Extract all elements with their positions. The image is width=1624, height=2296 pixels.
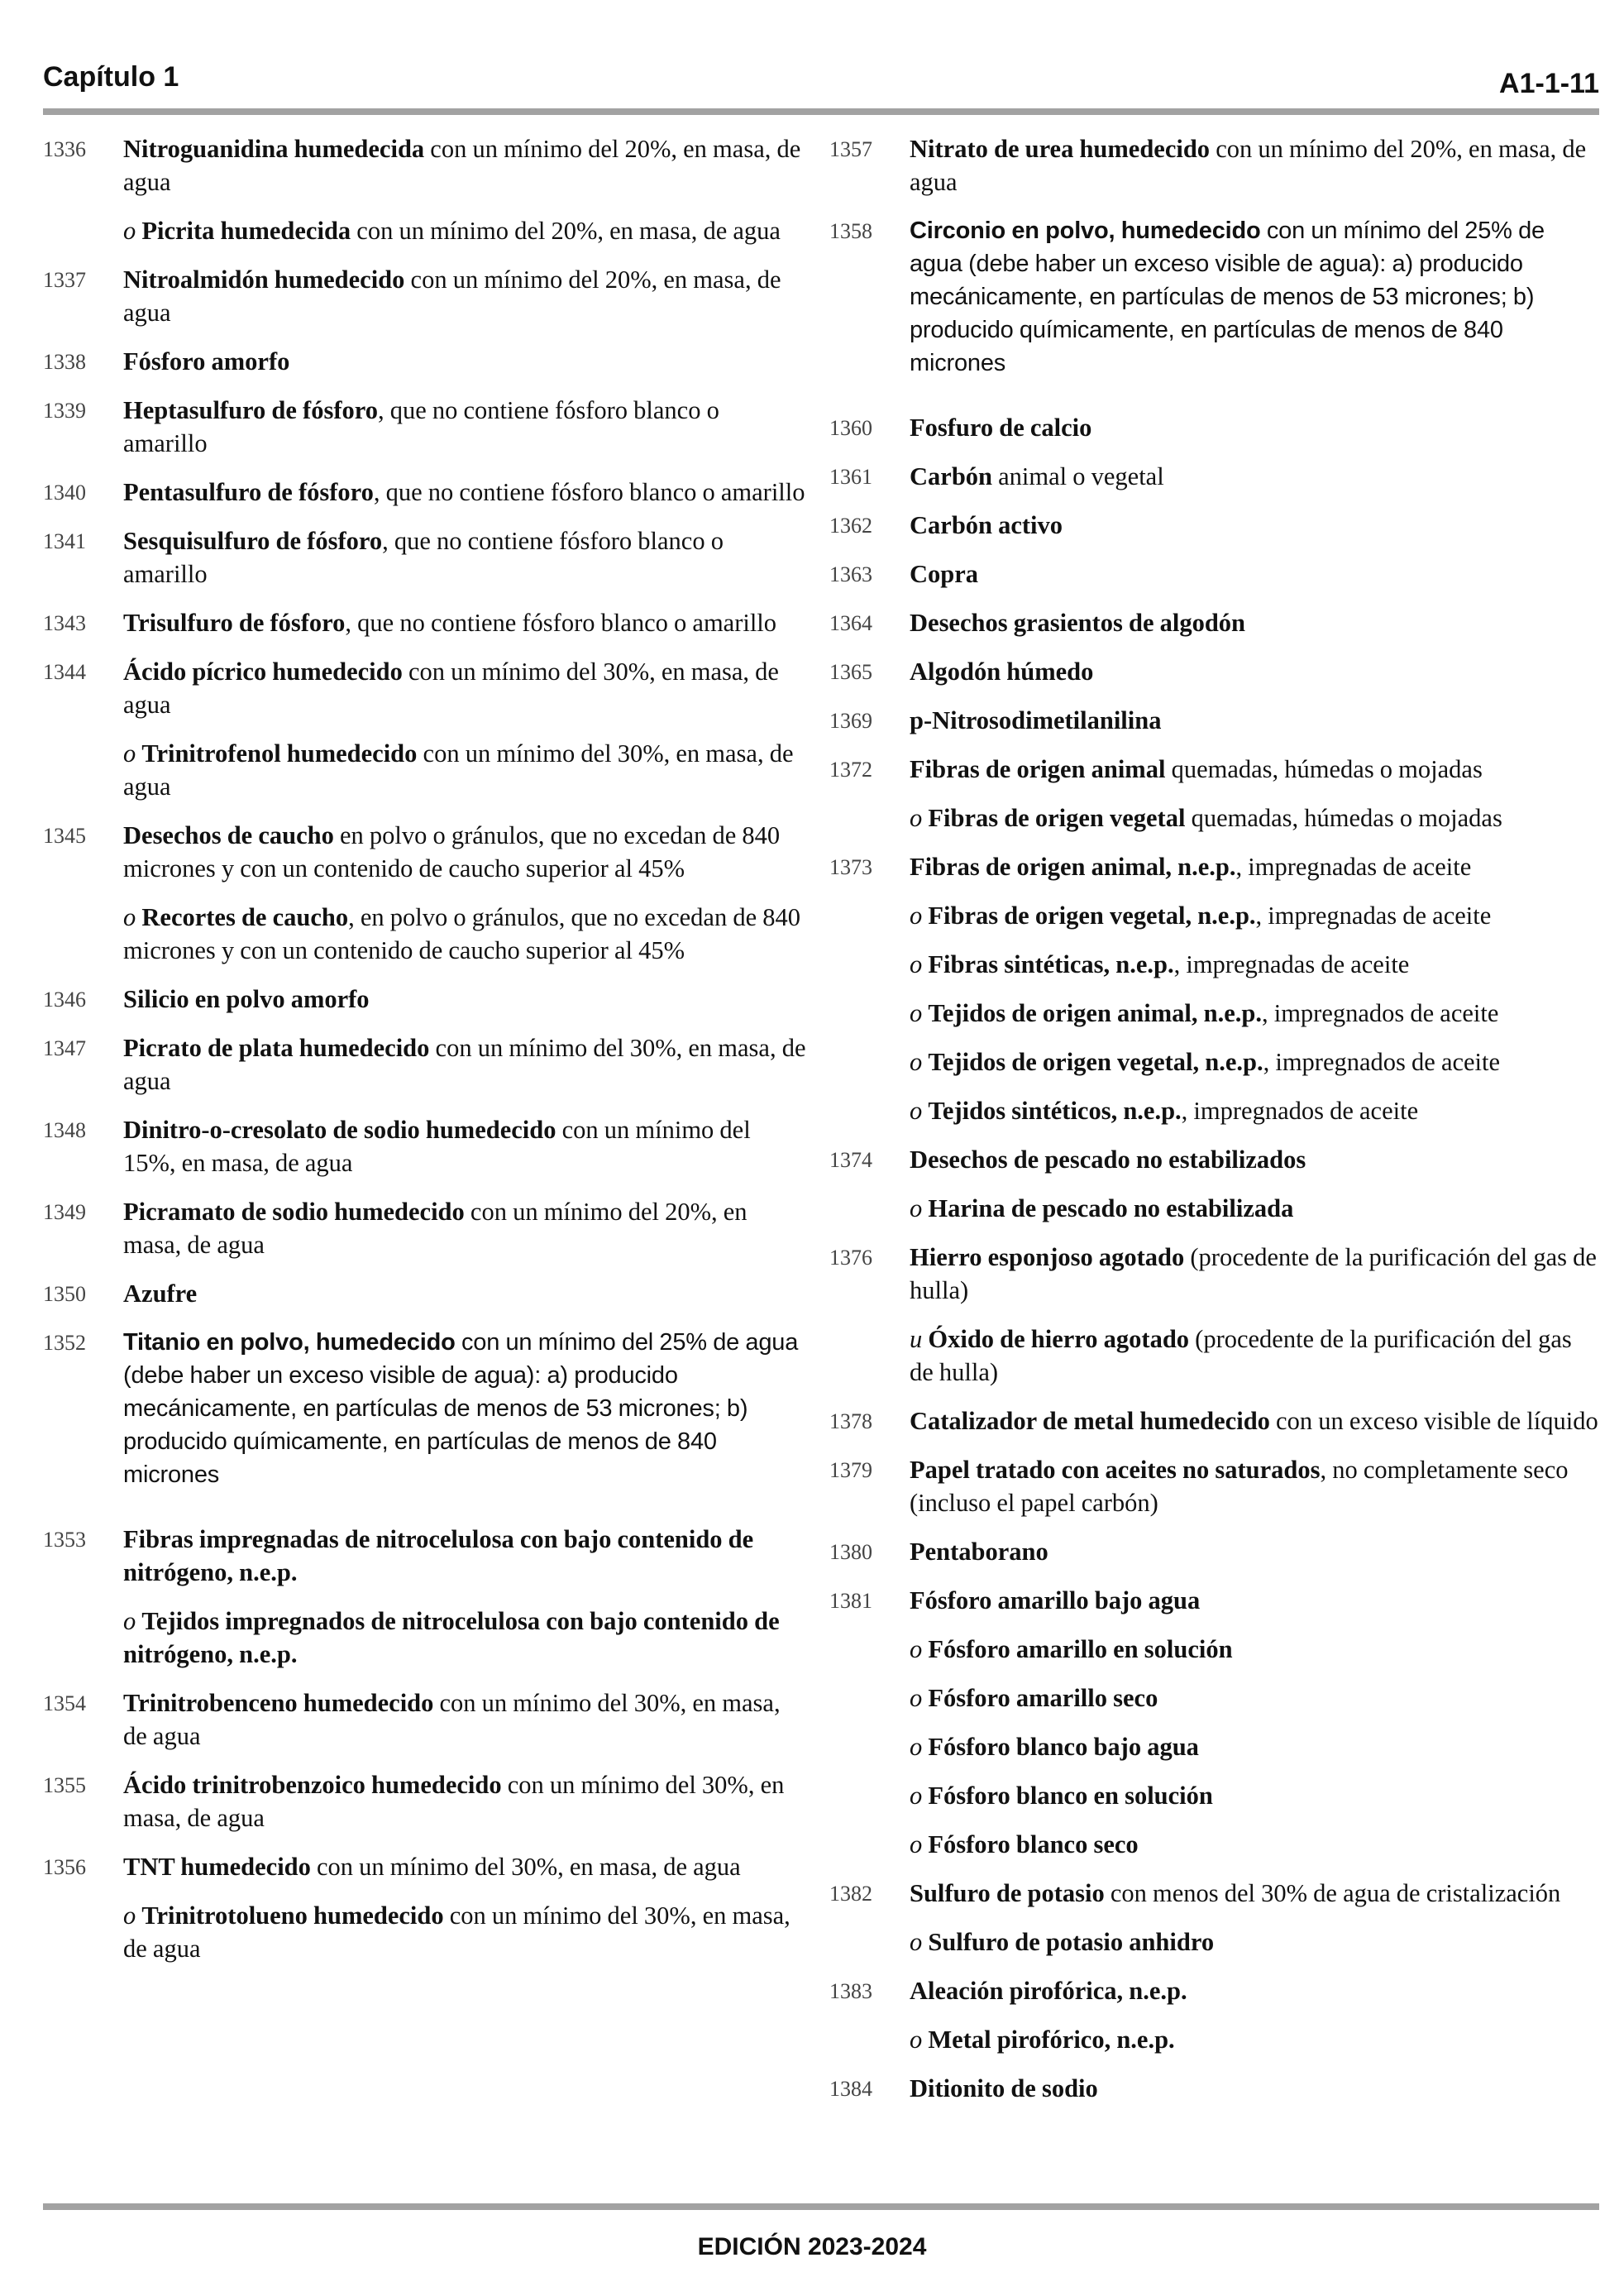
conjunction: o (910, 1635, 929, 1663)
conjunction: o (910, 999, 929, 1027)
substance-name: Tejidos sintéticos, n.e.p. (928, 1097, 1182, 1125)
substance-name: Circonio en polvo, humedecido (910, 218, 1261, 244)
entry-alternative-name (910, 1828, 1598, 1877)
entry-alternative-name (123, 1605, 808, 1686)
entry-name (123, 524, 808, 606)
substance-name: Carbón activo (910, 511, 1063, 539)
conjunction: o (123, 217, 142, 245)
entry-alternative-name (910, 1633, 1598, 1681)
entry-alternative-name (123, 214, 808, 263)
substance-name: Fósforo blanco bajo agua (928, 1733, 1199, 1761)
substance-name: Fibras sintéticas, n.e.p. (928, 950, 1174, 978)
conjunction: o (910, 1684, 929, 1712)
substance-description: quemadas, húmedas o mojadas (1185, 804, 1502, 832)
substance-name: Fósforo amorfo (123, 347, 290, 375)
conjunction: o (910, 2026, 929, 2054)
substance-name: Fibras impregnadas de nitrocelulosa con bajo contenido de nitrógeno, n.e.p. (123, 1525, 754, 1586)
un-entry (829, 411, 1598, 460)
conjunction: o (910, 804, 929, 832)
un-entry (43, 1277, 808, 1326)
conjunction: o (910, 1194, 929, 1222)
substance-description: con un mínimo del 30%, en masa, de agua (123, 658, 779, 719)
un-number: 1350 (43, 1282, 86, 1306)
entry-name (910, 1404, 1598, 1453)
substance-description: , que no contiene fósforo blanco o amarillo (123, 396, 719, 457)
entry-alternative-name (123, 901, 808, 983)
substance-description: , que no contiene fósforo blanco o amarillo (123, 527, 724, 588)
entry-name (123, 476, 808, 524)
substance-name: Sulfuro de potasio (910, 1879, 1105, 1907)
page-reference: A1-1-11 (1499, 68, 1599, 99)
substance-description: , impregnados de aceite (1263, 1048, 1501, 1076)
un-entry (43, 345, 808, 394)
substance-description: con un mínimo del 15%, en masa, de agua (123, 1116, 751, 1177)
un-entry (43, 476, 808, 524)
un-number: 1364 (829, 611, 872, 635)
conjunction: o (123, 1901, 142, 1930)
left-column (43, 132, 808, 1981)
substance-name: Tejidos de origen vegetal, n.e.p. (928, 1048, 1263, 1076)
un-entry (43, 1768, 808, 1850)
entry-name (123, 606, 808, 655)
substance-description: , que no contiene fósforo blanco o amarillo (373, 478, 805, 506)
substance-description: , impregnados de aceite (1261, 999, 1499, 1027)
un-entry (829, 509, 1598, 557)
un-entry (43, 524, 808, 606)
entry-name (910, 132, 1598, 214)
substance-name: Silicio en polvo amorfo (123, 985, 370, 1013)
footer-divider (43, 2203, 1599, 2210)
substance-name: Tejidos de origen animal, n.e.p. (928, 999, 1262, 1027)
entry-alternative-name (910, 801, 1598, 850)
substance-name: Picrato de plata humedecido (123, 1034, 430, 1062)
substance-name: Copra (910, 560, 979, 588)
substance-name: Sesquisulfuro de fósforo (123, 527, 383, 555)
entry-name (123, 394, 808, 476)
substance-name: Dinitro-o-cresolato de sodio humedecido (123, 1116, 556, 1144)
entry-alternative-name (910, 1681, 1598, 1730)
entry-name (910, 411, 1598, 460)
un-number: 1381 (829, 1589, 872, 1613)
conjunction: o (123, 903, 142, 931)
entry-name (910, 606, 1598, 655)
entry-name (123, 655, 808, 737)
un-number: 1373 (829, 855, 872, 879)
un-entry (829, 704, 1598, 753)
substance-description: con un mínimo del 30%, en masa, de agua (123, 1034, 806, 1095)
entry-name (123, 345, 808, 394)
entry-name (123, 132, 808, 214)
substance-description: con un mínimo del 20%, en masa, de agua (910, 135, 1587, 196)
entry-alternative-name (910, 1925, 1598, 1974)
substance-name: Nitroalmidón humedecido (123, 265, 405, 294)
substance-name: Fibras de origen vegetal (928, 804, 1186, 832)
substance-name: Fósforo amarillo en solución (928, 1635, 1233, 1663)
conjunction: o (910, 1733, 929, 1761)
entry-name (910, 753, 1598, 801)
un-number: 1360 (829, 416, 872, 440)
un-entry (43, 1113, 808, 1195)
substance-description: (procedente de la purificación del gas de hulla) (910, 1325, 1572, 1386)
entry-name (123, 819, 808, 901)
substance-description: con un mínimo del 20%, en masa, de agua (123, 1198, 748, 1259)
un-number: 1372 (829, 758, 872, 782)
entry-name (123, 1523, 808, 1605)
entry-name (123, 1850, 808, 1899)
substance-description: con un mínimo del 30%, en masa, de agua (123, 1689, 781, 1750)
entry-name (910, 1877, 1598, 1925)
un-number: 1349 (43, 1200, 86, 1224)
un-entry (43, 983, 808, 1031)
entry-alternative-name (910, 997, 1598, 1045)
substance-name: Azufre (123, 1280, 198, 1308)
entry-name (910, 704, 1598, 753)
page-header (43, 61, 1599, 111)
substance-description: con un mínimo del 20%, en masa, de agua (351, 217, 781, 245)
substance-name: Nitrato de urea humedecido (910, 135, 1211, 163)
substance-name: Fósforo blanco seco (928, 1830, 1139, 1858)
substance-description: con un mínimo del 25% de agua (debe haber un exceso visible de agua): a) producido mecánicamente, en partículas de menos de 53 micrones; b) producido químicamente, en partículas de menos de 840 micrones (123, 1329, 799, 1488)
substance-name: Fósforo amarillo bajo agua (910, 1586, 1201, 1614)
entry-alternative-name (910, 899, 1598, 948)
edition-footer: EDICIÓN 2023-2024 (697, 2233, 927, 2260)
substance-name: Desechos de pescado no estabilizados (910, 1146, 1306, 1174)
conjunction: o (910, 1830, 929, 1858)
entry-name (910, 1974, 1598, 2023)
un-number: 1361 (829, 465, 872, 489)
substance-name: Algodón húmedo (910, 658, 1094, 686)
un-number: 1336 (43, 137, 86, 161)
entry-name (123, 263, 808, 345)
un-number: 1356 (43, 1855, 86, 1879)
conjunction: o (910, 1928, 929, 1956)
substance-description: , no completamente seco (incluso el papel carbón) (910, 1456, 1569, 1517)
un-entry (829, 1974, 1598, 2072)
substance-name: Pentaborano (910, 1538, 1048, 1566)
entry-alternative-name (910, 1730, 1598, 1779)
entry-name (910, 1535, 1598, 1584)
un-number: 1365 (829, 660, 872, 684)
substance-description: con un mínimo del 20%, en masa, de agua (123, 265, 781, 327)
un-entry (829, 214, 1598, 411)
un-number: 1382 (829, 1882, 872, 1906)
un-number: 1337 (43, 268, 86, 292)
entry-name (910, 655, 1598, 704)
un-number: 1353 (43, 1528, 86, 1552)
entry-alternative-name (910, 2023, 1598, 2072)
conjunction: u (910, 1325, 929, 1353)
entry-name (123, 1686, 808, 1768)
un-entry (43, 394, 808, 476)
un-entry (829, 1241, 1598, 1404)
entry-name (910, 1453, 1598, 1535)
un-number: 1341 (43, 529, 86, 553)
un-entry (829, 1584, 1598, 1877)
un-number: 1380 (829, 1540, 872, 1564)
substance-name: Ácido pícrico humedecido (123, 658, 403, 686)
un-entry (43, 1523, 808, 1686)
conjunction: o (910, 950, 929, 978)
substance-description: , impregnados de aceite (1181, 1097, 1419, 1125)
substance-name: Ácido trinitrobenzoico humedecido (123, 1771, 502, 1799)
un-number: 1339 (43, 399, 86, 423)
substance-name: Pentasulfuro de fósforo (123, 478, 374, 506)
un-number: 1362 (829, 514, 872, 538)
un-number: 1378 (829, 1409, 872, 1433)
un-entry (829, 1535, 1598, 1584)
un-number: 1374 (829, 1148, 872, 1172)
un-number: 1355 (43, 1773, 86, 1797)
entry-alternative-name (910, 1192, 1598, 1241)
substance-name: Desechos de caucho (123, 821, 334, 849)
substance-name: Picrita humedecida (141, 217, 351, 245)
substance-name: Trinitrofenol humedecido (141, 739, 418, 768)
substance-description: con un mínimo del 30%, en masa, de agua (123, 1901, 791, 1963)
substance-name: Metal pirofórico, n.e.p. (928, 2026, 1175, 2054)
substance-description: con un mínimo del 30%, en masa, de agua (123, 1771, 785, 1832)
un-number: 1358 (829, 219, 872, 243)
substance-name: Ditionito de sodio (910, 2074, 1098, 2102)
substance-name: p-Nitrosodimetilanilina (910, 706, 1162, 734)
un-entry (829, 1404, 1598, 1453)
substance-name: Fibras de origen animal, n.e.p. (910, 853, 1236, 881)
un-number: 1363 (829, 562, 872, 586)
substance-description: animal o vegetal (992, 462, 1164, 490)
entry-name (123, 1031, 808, 1113)
un-number: 1352 (43, 1331, 86, 1355)
substance-description: , impregnadas de aceite (1255, 902, 1492, 930)
un-entry (829, 606, 1598, 655)
entry-alternative-name (123, 737, 808, 819)
conjunction: o (910, 1782, 929, 1810)
entry-alternative-name (123, 1899, 808, 1981)
substance-description: en polvo o gránulos, que no excedan de 840 micrones y con un contenido de caucho superior al 45% (123, 821, 781, 883)
entry-alternative-name (910, 1094, 1598, 1143)
substance-description: , que no contiene fósforo blanco o amarillo (345, 609, 777, 637)
un-entry (829, 460, 1598, 509)
substance-name: Trinitrobenceno humedecido (123, 1689, 434, 1717)
substance-description: , en polvo o gránulos, que no excedan de 840 micrones y con un contenido de caucho superior al 45% (123, 903, 800, 964)
substance-name: TNT humedecido (123, 1853, 311, 1881)
un-entry (829, 1453, 1598, 1535)
substance-name: Harina de pescado no estabilizada (928, 1194, 1294, 1222)
un-entry (43, 132, 808, 263)
un-number: 1369 (829, 709, 872, 733)
un-entry (43, 1326, 808, 1523)
un-number: 1344 (43, 660, 86, 684)
entry-name (910, 2072, 1598, 2121)
substance-name: Fósforo blanco en solución (928, 1782, 1213, 1810)
conjunction: o (123, 739, 142, 768)
un-number: 1384 (829, 2077, 872, 2101)
entry-name (123, 1195, 808, 1277)
un-number: 1383 (829, 1979, 872, 2003)
chapter-title: Capítulo 1 (43, 61, 179, 93)
substance-name: Fibras de origen vegetal, n.e.p. (928, 902, 1256, 930)
header-divider (43, 108, 1599, 115)
substance-name: Fibras de origen animal (910, 755, 1166, 783)
un-number: 1357 (829, 137, 872, 161)
substance-description: con un mínimo del 20%, en masa, de agua (123, 135, 801, 196)
substance-name: Carbón (910, 462, 992, 490)
un-entry (43, 655, 808, 819)
un-entry (829, 132, 1598, 214)
substance-name: Trisulfuro de fósforo (123, 609, 346, 637)
substance-name: Fósforo amarillo seco (928, 1684, 1158, 1712)
entry-name (123, 1277, 808, 1326)
conjunction: o (910, 1097, 929, 1125)
entry-name (910, 1143, 1598, 1192)
entry-alternative-name (910, 1045, 1598, 1094)
un-entry (43, 606, 808, 655)
entry-name (910, 214, 1598, 411)
un-entry (829, 2072, 1598, 2121)
un-number: 1340 (43, 481, 86, 505)
substance-name: Papel tratado con aceites no saturados (910, 1456, 1321, 1484)
substance-name: Tejidos impregnados de nitrocelulosa con bajo contenido de nitrógeno, n.e.p. (123, 1607, 780, 1668)
substance-description: con un mínimo del 30%, en masa, de agua (123, 739, 794, 801)
entry-name (910, 557, 1598, 606)
un-entry (43, 1031, 808, 1113)
substance-description: con un mínimo del 25% de agua (debe haber un exceso visible de agua): a) producido mecánicamente, en partículas de menos de 53 micrones; b) producido químicamente, en partículas de menos de 840 micrones (910, 218, 1545, 376)
entry-name (910, 460, 1598, 509)
un-number: 1343 (43, 611, 86, 635)
entry-name (910, 850, 1598, 899)
substance-description: (procedente de la purificación del gas de hulla) (910, 1243, 1597, 1304)
un-number: 1345 (43, 824, 86, 848)
un-entry (43, 1686, 808, 1768)
substance-description: con menos del 30% de agua de cristalización (1104, 1879, 1561, 1907)
entry-alternative-name (910, 948, 1598, 997)
un-number: 1354 (43, 1691, 86, 1715)
un-number: 1338 (43, 350, 86, 374)
entry-name (123, 983, 808, 1031)
substance-description: con un mínimo del 30%, en masa, de agua (310, 1853, 741, 1881)
conjunction: o (910, 1048, 929, 1076)
un-entry (43, 1195, 808, 1277)
substance-name: Heptasulfuro de fósforo (123, 396, 378, 424)
substance-description: quemadas, húmedas o mojadas (1165, 755, 1483, 783)
conjunction: o (910, 902, 929, 930)
un-number: 1347 (43, 1036, 86, 1060)
entry-name (123, 1113, 808, 1195)
un-number: 1346 (43, 988, 86, 1012)
substance-name: Desechos grasientos de algodón (910, 609, 1246, 637)
entry-name (123, 1768, 808, 1850)
entry-alternative-name (910, 1323, 1598, 1404)
entry-name (910, 1584, 1598, 1633)
entry-alternative-name (910, 1779, 1598, 1828)
substance-description: con un exceso visible de líquido (1269, 1407, 1598, 1435)
right-column (829, 132, 1598, 2121)
entry-name (910, 1241, 1598, 1323)
entry-name (123, 1326, 808, 1523)
un-entry (829, 850, 1598, 1143)
substance-name: Óxido de hierro agotado (928, 1325, 1190, 1353)
conjunction: o (123, 1607, 142, 1635)
substance-name: Catalizador de metal humedecido (910, 1407, 1270, 1435)
un-number: 1376 (829, 1246, 872, 1270)
un-entry (43, 819, 808, 983)
substance-description: , impregnadas de aceite (1173, 950, 1410, 978)
substance-name: Nitroguanidina humedecida (123, 135, 425, 163)
un-entry (43, 263, 808, 345)
substance-name: Sulfuro de potasio anhidro (928, 1928, 1215, 1956)
substance-name: Hierro esponjoso agotado (910, 1243, 1185, 1271)
substance-name: Aleación pirofórica, n.e.p. (910, 1977, 1187, 2005)
un-entry (829, 1143, 1598, 1241)
un-entry (829, 753, 1598, 850)
entry-name (910, 509, 1598, 557)
substance-description: , impregnadas de aceite (1235, 853, 1472, 881)
un-entry (829, 557, 1598, 606)
substance-name: Picramato de sodio humedecido (123, 1198, 465, 1226)
un-number: 1348 (43, 1118, 86, 1142)
un-entry (829, 1877, 1598, 1974)
un-entry (43, 1850, 808, 1981)
substance-name: Titanio en polvo, humedecido (123, 1329, 456, 1356)
substance-name: Fosfuro de calcio (910, 414, 1092, 442)
un-number: 1379 (829, 1458, 872, 1482)
substance-name: Recortes de caucho (141, 903, 349, 931)
un-entry (829, 655, 1598, 704)
substance-name: Trinitrotolueno humedecido (141, 1901, 444, 1930)
